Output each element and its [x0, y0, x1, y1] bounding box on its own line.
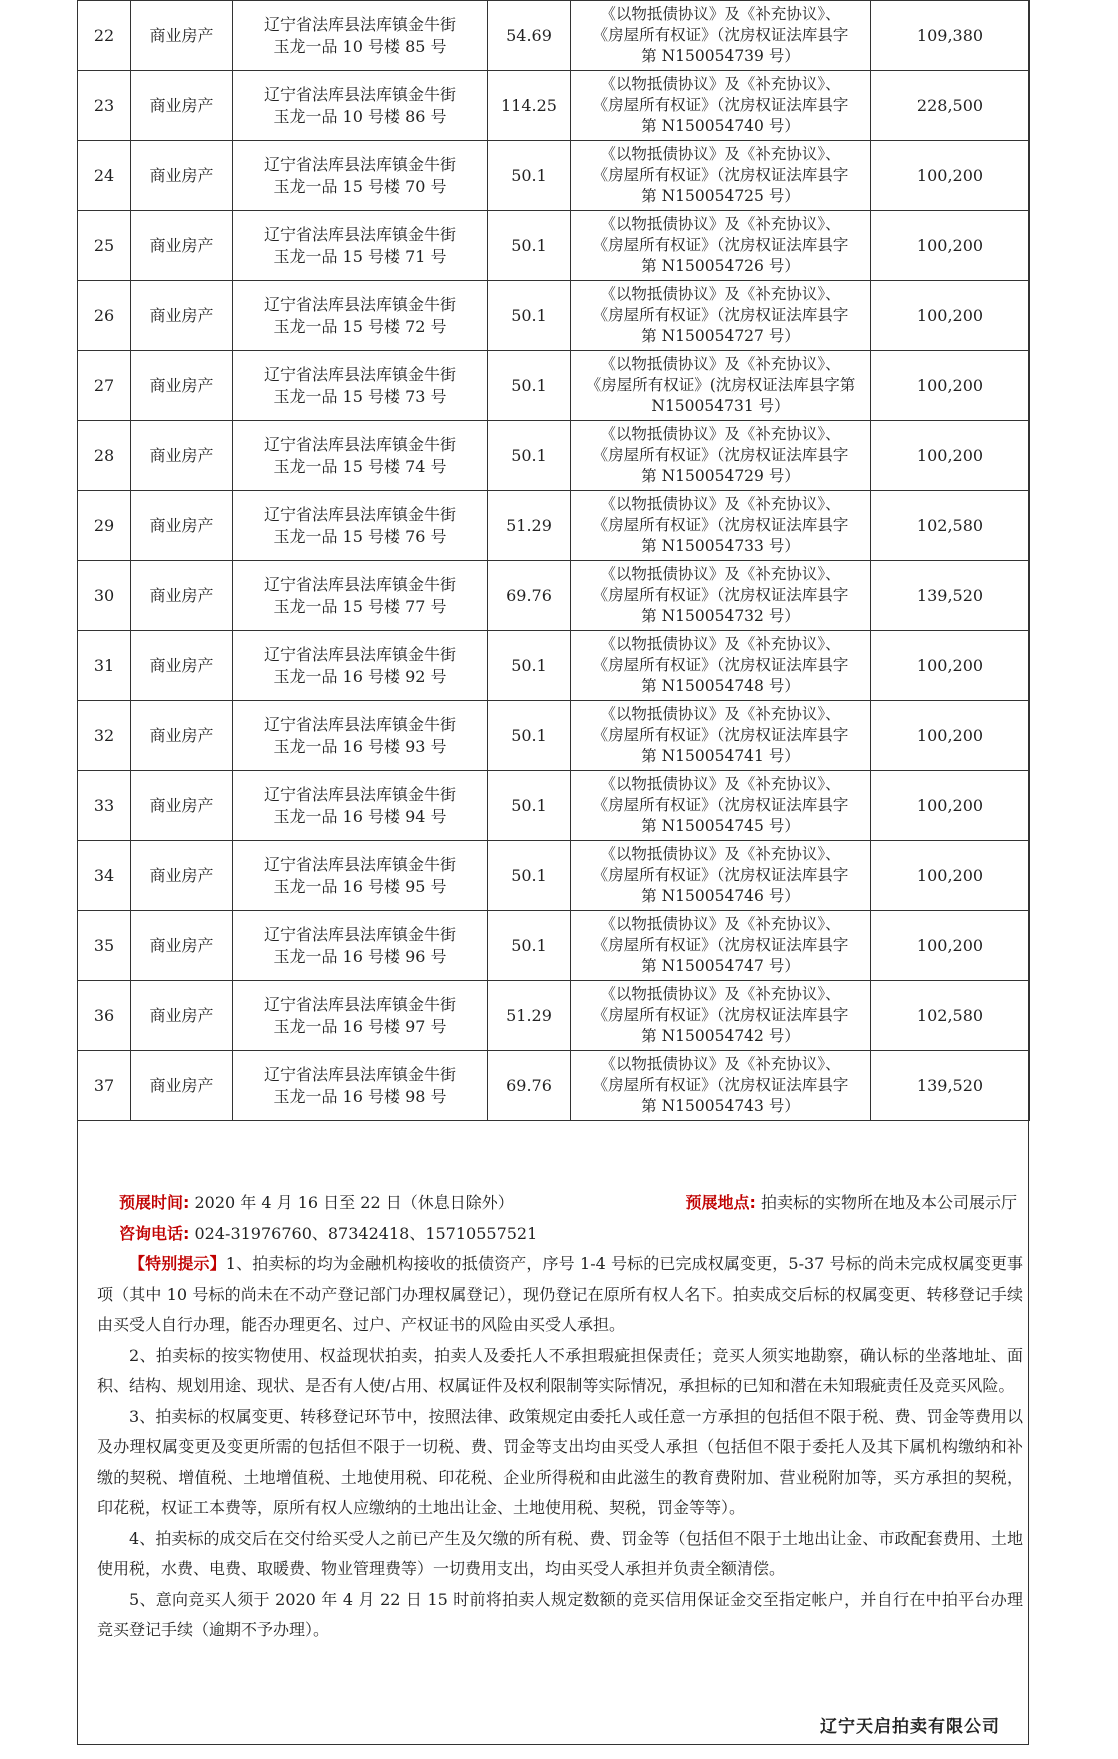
certificate-cell — [571, 281, 871, 351]
address-line-2: 玉龙一品 15 号楼 77 号 — [273, 596, 447, 616]
table-row — [78, 351, 1030, 421]
certificate-cell — [571, 71, 871, 141]
certificate-line-3: 第 N150054742 号） — [641, 1027, 800, 1045]
lot-number-cell: 23 — [78, 71, 131, 141]
certificate-line-2: 《房屋所有权证》（沈房权证法库县字 — [592, 1076, 849, 1094]
address-line-1: 辽宁省法库县法库镇金牛街 — [263, 924, 456, 944]
table-row — [78, 141, 1030, 211]
certificate-line-3: 第 N150054726 号） — [641, 257, 800, 275]
preview-row — [97, 1188, 1023, 1219]
table-row — [78, 211, 1030, 281]
asset-type-cell: 商业房产 — [131, 841, 233, 911]
address-line-1: 辽宁省法库县法库镇金牛街 — [263, 364, 456, 384]
certificate-cell — [571, 421, 871, 491]
certificate-line-2: 《房屋所有权证》（沈房权证法库县字 — [592, 866, 849, 884]
table-row — [78, 1, 1030, 71]
price-cell: 102,580 — [871, 491, 1030, 561]
lot-number-cell: 30 — [78, 561, 131, 631]
asset-type-cell: 商业房产 — [131, 631, 233, 701]
certificate-cell — [571, 141, 871, 211]
certificate-cell — [571, 911, 871, 981]
contact-label: 咨询电话: — [119, 1223, 190, 1243]
table-row — [78, 421, 1030, 491]
certificate-line-2: 《房屋所有权证》（沈房权证法库县字 — [592, 96, 849, 114]
table-row — [78, 71, 1030, 141]
note-paragraph-5: 5、意向竞买人须于 2020 年 4 月 22 日 15 时前将拍卖人规定数额的竞买信用保证金交至指定帐户，并自行在中拍平台办理竞买登记手续（逾期不予办理）。 — [97, 1589, 1023, 1639]
certificate-line-3: 第 N150054745 号） — [641, 817, 800, 835]
address-line-1: 辽宁省法库县法库镇金牛街 — [263, 854, 456, 874]
area-cell: 54.69 — [488, 1, 571, 71]
certificate-line-3: 第 N150054740 号） — [641, 117, 800, 135]
price-cell: 100,200 — [871, 281, 1030, 351]
certificate-cell — [571, 1051, 871, 1121]
company-name: 辽宁天启拍卖有限公司 — [820, 1717, 1000, 1737]
preview-place-label: 预展地点: — [685, 1193, 756, 1212]
certificate-cell — [571, 771, 871, 841]
address-line-1: 辽宁省法库县法库镇金牛街 — [263, 1064, 456, 1084]
area-cell: 50.1 — [488, 911, 571, 981]
lot-number-cell: 32 — [78, 701, 131, 771]
address-line-1: 辽宁省法库县法库镇金牛街 — [263, 644, 456, 664]
certificate-line-2: 《房屋所有权证》（沈房权证法库县字 — [592, 656, 849, 674]
address-cell — [233, 281, 488, 351]
asset-type-cell: 商业房产 — [131, 771, 233, 841]
asset-type-cell: 商业房产 — [131, 491, 233, 561]
lots-table-body — [78, 1, 1030, 1121]
address-line-1: 辽宁省法库县法库镇金牛街 — [263, 294, 456, 314]
address-cell — [233, 1051, 488, 1121]
price-cell: 228,500 — [871, 71, 1030, 141]
certificate-line-3: 第 N150054741 号） — [641, 747, 800, 765]
address-line-2: 玉龙一品 16 号楼 93 号 — [273, 736, 447, 756]
certificate-cell — [571, 701, 871, 771]
address-line-1: 辽宁省法库县法库镇金牛街 — [263, 504, 456, 524]
address-cell — [233, 351, 488, 421]
table-row — [78, 771, 1030, 841]
table-row — [78, 491, 1030, 561]
address-cell — [233, 631, 488, 701]
lot-number-cell: 25 — [78, 211, 131, 281]
address-line-2: 玉龙一品 16 号楼 92 号 — [273, 666, 447, 686]
price-cell: 102,580 — [871, 981, 1030, 1051]
note-paragraph-4: 4、拍卖标的成交后在交付给买受人之前已产生及欠缴的所有税、费、罚金等（包括但不限于土地出让金、市政配套费用、土地使用税，水费、电费、取暖费、物业管理费等）一切费用支出，均由买受人承担并负责全额清偿。 — [97, 1528, 1023, 1578]
certificate-line-2: 《房屋所有权证》（沈房权证法库县字 — [592, 306, 849, 324]
address-cell — [233, 771, 488, 841]
area-cell: 69.76 — [488, 561, 571, 631]
address-cell — [233, 211, 488, 281]
certificate-line-3: 第 N150054727 号） — [641, 327, 800, 345]
asset-type-cell: 商业房产 — [131, 281, 233, 351]
asset-type-cell: 商业房产 — [131, 911, 233, 981]
certificate-cell — [571, 1, 871, 71]
area-cell: 50.1 — [488, 841, 571, 911]
certificate-line-1: 《以物抵债协议》及《补充协议》、 — [600, 75, 841, 93]
certificate-line-3: N150054731 号） — [651, 397, 790, 415]
table-row — [78, 911, 1030, 981]
address-line-2: 玉龙一品 16 号楼 95 号 — [273, 876, 447, 896]
contact-value: 024-31976760、87342418、15710557521 — [189, 1223, 538, 1243]
table-row — [78, 561, 1030, 631]
certificate-line-2: 《房屋所有权证》（沈房权证法库县字 — [592, 446, 849, 464]
address-line-2: 玉龙一品 15 号楼 74 号 — [273, 456, 447, 476]
area-cell: 50.1 — [488, 771, 571, 841]
asset-type-cell: 商业房产 — [131, 561, 233, 631]
price-cell: 100,200 — [871, 421, 1030, 491]
certificate-line-1: 《以物抵债协议》及《补充协议》、 — [600, 705, 841, 723]
price-cell: 139,520 — [871, 1051, 1030, 1121]
address-line-2: 玉龙一品 16 号楼 94 号 — [273, 806, 447, 826]
area-cell: 50.1 — [488, 141, 571, 211]
certificate-line-1: 《以物抵债协议》及《补充协议》、 — [600, 985, 841, 1003]
address-line-2: 玉龙一品 15 号楼 76 号 — [273, 526, 447, 546]
certificate-line-3: 第 N150054747 号） — [641, 957, 800, 975]
address-line-2: 玉龙一品 15 号楼 72 号 — [273, 316, 447, 336]
address-cell — [233, 491, 488, 561]
certificate-line-1: 《以物抵债协议》及《补充协议》、 — [600, 775, 841, 793]
address-line-2: 玉龙一品 10 号楼 86 号 — [273, 106, 447, 126]
certificate-cell — [571, 981, 871, 1051]
certificate-cell — [571, 351, 871, 421]
area-cell: 50.1 — [488, 351, 571, 421]
lot-number-cell: 28 — [78, 421, 131, 491]
address-line-1: 辽宁省法库县法库镇金牛街 — [263, 224, 456, 244]
certificate-line-1: 《以物抵债协议》及《补充协议》、 — [600, 215, 841, 233]
address-cell — [233, 1, 488, 71]
lot-number-cell: 37 — [78, 1051, 131, 1121]
price-cell: 100,200 — [871, 141, 1030, 211]
certificate-cell — [571, 841, 871, 911]
note-paragraph-2: 2、拍卖标的按实物使用、权益现状拍卖，拍卖人及委托人不承担瑕疵担保责任；竞买人须实地勘察，确认标的坐落地址、面积、结构、规划用途、现状、是否有人使/占用、权属证件及权利限制等实际情况，承担标的已知和潜在未知瑕疵责任及竞买风险。 — [97, 1345, 1023, 1395]
address-cell — [233, 981, 488, 1051]
lot-number-cell: 33 — [78, 771, 131, 841]
address-line-2: 玉龙一品 15 号楼 73 号 — [273, 386, 447, 406]
table-row — [78, 841, 1030, 911]
asset-type-cell: 商业房产 — [131, 141, 233, 211]
certificate-line-2: 《房屋所有权证》（沈房权证法库县字 — [592, 726, 849, 744]
notes-section — [77, 1180, 1029, 1745]
asset-type-cell: 商业房产 — [131, 71, 233, 141]
address-cell — [233, 141, 488, 211]
address-line-1: 辽宁省法库县法库镇金牛街 — [263, 784, 456, 804]
address-line-1: 辽宁省法库县法库镇金牛街 — [263, 154, 456, 174]
price-cell: 109,380 — [871, 1, 1030, 71]
price-cell: 100,200 — [871, 211, 1030, 281]
price-cell: 100,200 — [871, 911, 1030, 981]
address-line-1: 辽宁省法库县法库镇金牛街 — [263, 434, 456, 454]
area-cell: 114.25 — [488, 71, 571, 141]
address-line-2: 玉龙一品 10 号楼 85 号 — [273, 36, 447, 56]
table-row — [78, 631, 1030, 701]
note-paragraph-3: 3、拍卖标的权属变更、转移登记环节中，按照法律、政策规定由委托人或任意一方承担的包括但不限于税、费、罚金等费用以及办理权属变更及变更所需的包括但不限于一切税、费、罚金等支出均由买受人承担（包括但不限于委托人及其下属机构缴纳和补缴的契税、增值税、土地增值税、土地使用税、印花税、企业所得税和由此滋生的教育费附加、营业税附加等，买方承担的契税，印花税，权证工本费等，原所有权人应缴纳的土地出让金、土地使用税、契税，罚金等等）。 — [97, 1406, 1023, 1517]
asset-type-cell: 商业房产 — [131, 351, 233, 421]
address-line-2: 玉龙一品 15 号楼 71 号 — [273, 246, 447, 266]
preview-time — [119, 1188, 514, 1219]
price-cell: 100,200 — [871, 701, 1030, 771]
certificate-line-2: 《房屋所有权证》（沈房权证法库县字 — [592, 166, 849, 184]
certificate-line-2: 《房屋所有权证》（沈房权证法库县字 — [592, 586, 849, 604]
preview-time-value: 2020 年 4 月 16 日至 22 日（休息日除外） — [189, 1193, 514, 1212]
certificate-line-2: 《房屋所有权证》（沈房权证法库县字 — [592, 26, 849, 44]
address-cell — [233, 911, 488, 981]
lot-number-cell: 36 — [78, 981, 131, 1051]
lots-table — [77, 0, 1030, 1121]
certificate-line-1: 《以物抵债协议》及《补充协议》、 — [600, 5, 841, 23]
area-cell: 69.76 — [488, 1051, 571, 1121]
price-cell: 100,200 — [871, 771, 1030, 841]
address-line-2: 玉龙一品 16 号楼 98 号 — [273, 1086, 447, 1106]
certificate-line-3: 第 N150054733 号） — [641, 537, 800, 555]
address-cell — [233, 421, 488, 491]
certificate-line-1: 《以物抵债协议》及《补充协议》、 — [600, 635, 841, 653]
lot-number-cell: 27 — [78, 351, 131, 421]
address-cell — [233, 841, 488, 911]
certificate-line-3: 第 N150054725 号） — [641, 187, 800, 205]
address-line-1: 辽宁省法库县法库镇金牛街 — [263, 84, 456, 104]
area-cell: 50.1 — [488, 211, 571, 281]
price-cell: 139,520 — [871, 561, 1030, 631]
certificate-line-3: 第 N150054746 号） — [641, 887, 800, 905]
lot-number-cell: 26 — [78, 281, 131, 351]
preview-place-value: 拍卖标的实物所在地及本公司展示厅 — [755, 1193, 1017, 1212]
preview-time-label: 预展时间: — [119, 1193, 190, 1212]
table-row — [78, 1051, 1030, 1121]
special-notice-label: 【特别提示】 — [129, 1254, 226, 1273]
asset-type-cell: 商业房产 — [131, 701, 233, 771]
price-cell: 100,200 — [871, 631, 1030, 701]
certificate-cell — [571, 211, 871, 281]
certificate-line-1: 《以物抵债协议》及《补充协议》、 — [600, 495, 841, 513]
certificate-line-3: 第 N150054729 号） — [641, 467, 800, 485]
lot-number-cell: 35 — [78, 911, 131, 981]
asset-type-cell: 商业房产 — [131, 1051, 233, 1121]
area-cell: 51.29 — [488, 981, 571, 1051]
asset-type-cell: 商业房产 — [131, 421, 233, 491]
certificate-line-3: 第 N150054748 号） — [641, 677, 800, 695]
address-line-2: 玉龙一品 16 号楼 97 号 — [273, 1016, 447, 1036]
address-cell — [233, 701, 488, 771]
lot-number-cell: 34 — [78, 841, 131, 911]
certificate-line-1: 《以物抵债协议》及《补充协议》、 — [600, 845, 841, 863]
certificate-line-1: 《以物抵债协议》及《补充协议》、 — [600, 1055, 841, 1073]
area-cell: 50.1 — [488, 281, 571, 351]
table-row — [78, 281, 1030, 351]
table-row — [78, 701, 1030, 771]
price-cell: 100,200 — [871, 841, 1030, 911]
certificate-line-1: 《以物抵债协议》及《补充协议》、 — [600, 565, 841, 583]
certificate-cell — [571, 561, 871, 631]
area-cell: 50.1 — [488, 701, 571, 771]
address-line-2: 玉龙一品 15 号楼 70 号 — [273, 176, 447, 196]
certificate-line-2: 《房屋所有权证》（沈房权证法库县字 — [592, 516, 849, 534]
certificate-line-2: 《房屋所有权证》（沈房权证法库县字 — [592, 796, 849, 814]
asset-type-cell: 商业房产 — [131, 1, 233, 71]
address-cell — [233, 561, 488, 631]
certificate-line-2: 《房屋所有权证》（沈房权证法库县字 — [592, 1006, 849, 1024]
preview-place — [686, 1188, 1018, 1219]
lot-number-cell: 31 — [78, 631, 131, 701]
lot-number-cell: 24 — [78, 141, 131, 211]
certificate-line-2: 《房屋所有权证》（沈房权证法库县字 — [592, 936, 849, 954]
certificate-line-1: 《以物抵债协议》及《补充协议》、 — [600, 425, 841, 443]
note-1-text: 1、拍卖标的均为金融机构接收的抵债资产，序号 1-4 号标的已完成权属变更，5-37 号标的尚未完成权属变更事项（其中 10 号标的尚未在不动产登记部门办理权属登记），现仍登记在原所有权人名下。拍卖成交后标的权属变更、转移登记手续由买受人自行办理，能否办理更名、过户、产权证书的风险由买受人承担。 — [97, 1254, 1023, 1334]
certificate-line-1: 《以物抵债协议》及《补充协议》、 — [600, 145, 841, 163]
certificate-cell — [571, 631, 871, 701]
certificate-line-1: 《以物抵债协议》及《补充协议》、 — [600, 285, 841, 303]
contact-row — [97, 1219, 1023, 1250]
certificate-cell — [571, 491, 871, 561]
certificate-line-3: 第 N150054743 号） — [641, 1097, 800, 1115]
certificate-line-3: 第 N150054732 号） — [641, 607, 800, 625]
certificate-line-1: 《以物抵债协议》及《补充协议》、 — [600, 355, 841, 373]
lot-number-cell: 22 — [78, 1, 131, 71]
table-row — [78, 981, 1030, 1051]
area-cell: 50.1 — [488, 631, 571, 701]
area-cell: 51.29 — [488, 491, 571, 561]
address-line-1: 辽宁省法库县法库镇金牛街 — [263, 714, 456, 734]
address-line-1: 辽宁省法库县法库镇金牛街 — [263, 14, 456, 34]
address-line-2: 玉龙一品 16 号楼 96 号 — [273, 946, 447, 966]
address-line-1: 辽宁省法库县法库镇金牛街 — [263, 994, 456, 1014]
note-paragraph-1 — [97, 1249, 1023, 1341]
certificate-line-1: 《以物抵债协议》及《补充协议》、 — [600, 915, 841, 933]
certificate-line-3: 第 N150054739 号） — [641, 47, 800, 65]
area-cell: 50.1 — [488, 421, 571, 491]
address-line-1: 辽宁省法库县法库镇金牛街 — [263, 574, 456, 594]
certificate-line-2: 《房屋所有权证》(沈房权证法库县字第 — [585, 376, 856, 394]
asset-type-cell: 商业房产 — [131, 981, 233, 1051]
lot-number-cell: 29 — [78, 491, 131, 561]
price-cell: 100,200 — [871, 351, 1030, 421]
asset-type-cell: 商业房产 — [131, 211, 233, 281]
address-cell — [233, 71, 488, 141]
certificate-line-2: 《房屋所有权证》（沈房权证法库县字 — [592, 236, 849, 254]
